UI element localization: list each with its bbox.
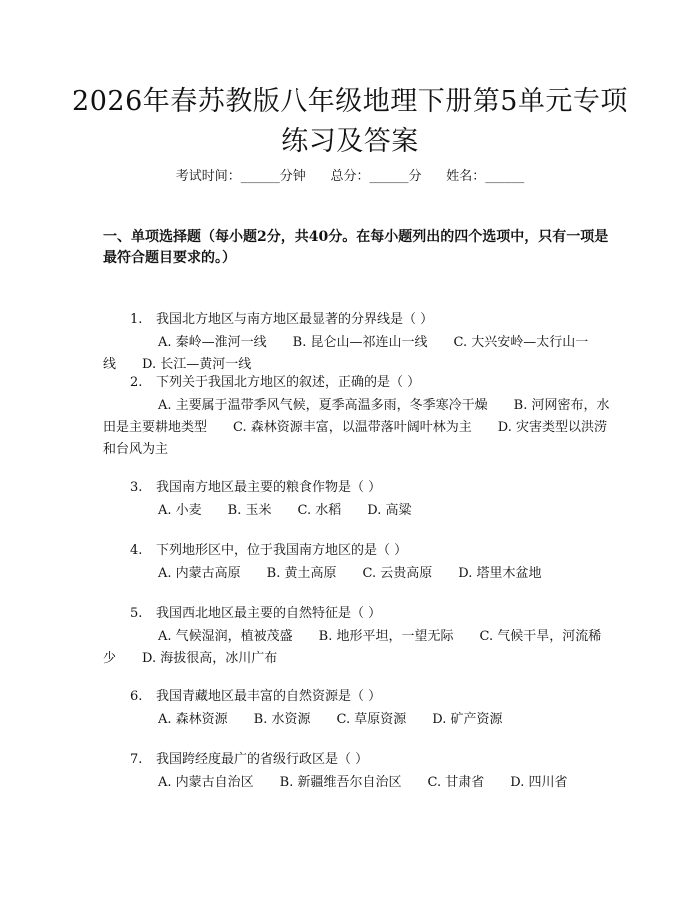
option-b[interactable]: B. 水资源 [253, 712, 311, 727]
option-b[interactable]: B. 河网密布，水田是主要耕地类型 [103, 398, 610, 435]
question-6-options [103, 709, 616, 731]
option-d[interactable]: D. 高粱 [367, 503, 412, 518]
question-text: 我国青藏地区最丰富的自然资源是（ ） [156, 689, 382, 704]
question-5 [130, 603, 616, 625]
option-a[interactable]: A. 内蒙古自治区 [158, 775, 254, 790]
question-2 [130, 372, 616, 394]
option-a[interactable]: A. 小麦 [158, 503, 202, 518]
question-2-options [103, 395, 616, 461]
exam-meta-line: 考试时间：______分钟 总分：______分 姓名：______ [175, 169, 525, 184]
option-c[interactable]: C. 云贵高原 [362, 566, 433, 581]
option-d[interactable]: D. 灾害类型以洪涝和台风为主 [103, 420, 607, 457]
option-d[interactable]: D. 矿产资源 [432, 712, 503, 727]
question-1 [130, 309, 616, 331]
option-c[interactable]: C. 大兴安岭—太行山一线 [103, 335, 589, 372]
question-number: 3. [130, 480, 143, 495]
option-a[interactable]: A. 气候湿润，植被茂盛 [158, 629, 293, 644]
option-a[interactable]: A. 秦岭—淮河一线 [158, 335, 267, 350]
question-3-options [103, 500, 616, 522]
option-d[interactable]: D. 四川省 [510, 775, 568, 790]
option-d[interactable]: D. 塔里木盆地 [458, 566, 542, 581]
option-a[interactable]: A. 森林资源 [158, 712, 228, 727]
question-text: 我国北方地区与南方地区最显著的分界线是（ ） [156, 312, 434, 327]
option-b[interactable]: B. 地形平坦，一望无际 [318, 629, 454, 644]
option-c[interactable]: C. 水稻 [297, 503, 342, 518]
question-number: 7. [130, 752, 143, 767]
question-number: 2. [130, 375, 143, 390]
option-d[interactable]: D. 长江—黄河一线 [142, 357, 252, 372]
question-7 [130, 749, 616, 771]
question-text: 我国跨经度最广的省级行政区是（ ） [156, 752, 369, 767]
question-4-options [103, 563, 616, 585]
question-number: 1. [130, 312, 143, 327]
option-c[interactable]: C. 气候干旱，河流稀少 [103, 629, 602, 666]
option-b[interactable]: B. 新疆维吾尔自治区 [279, 775, 402, 790]
question-3 [130, 477, 616, 499]
question-7-options [103, 772, 616, 794]
question-4 [130, 540, 616, 562]
question-5-options [103, 626, 616, 670]
question-1-options [103, 332, 616, 376]
question-text: 下列地形区中，位于我国南方地区的是（ ） [156, 543, 408, 558]
option-c[interactable]: C. 森林资源丰富，以温带落叶阔叶林为主 [233, 420, 472, 435]
option-b[interactable]: B. 玉米 [227, 503, 272, 518]
question-text: 我国西北地区最主要的自然特征是（ ） [156, 606, 382, 621]
option-d[interactable]: D. 海拔很高，冰川广布 [142, 651, 278, 666]
option-b[interactable]: B. 黄土高原 [266, 566, 337, 581]
question-text: 我国南方地区最主要的粮食作物是（ ） [156, 480, 382, 495]
question-6 [130, 686, 616, 708]
option-b[interactable]: B. 昆仑山—祁连山一线 [292, 335, 428, 350]
question-number: 6. [130, 689, 143, 704]
option-c[interactable]: C. 甘肃省 [427, 775, 485, 790]
option-a[interactable]: A. 主要属于温带季风气候，夏季高温多雨，冬季寒冷干燥 [158, 398, 488, 413]
section-heading: 一、单项选择题（每小题2分，共40分。在每小题列出的四个选项中，只有一项是最符合题目要求的。） [103, 229, 609, 266]
question-number: 4. [130, 543, 143, 558]
question-text: 下列关于我国北方地区的叙述，正确的是（ ） [156, 375, 421, 390]
question-number: 5. [130, 606, 143, 621]
document-title: 2026年春苏教版八年级地理下册第5单元专项练习及答案 [72, 86, 628, 157]
option-a[interactable]: A. 内蒙古高原 [158, 566, 241, 581]
option-c[interactable]: C. 草原资源 [336, 712, 407, 727]
